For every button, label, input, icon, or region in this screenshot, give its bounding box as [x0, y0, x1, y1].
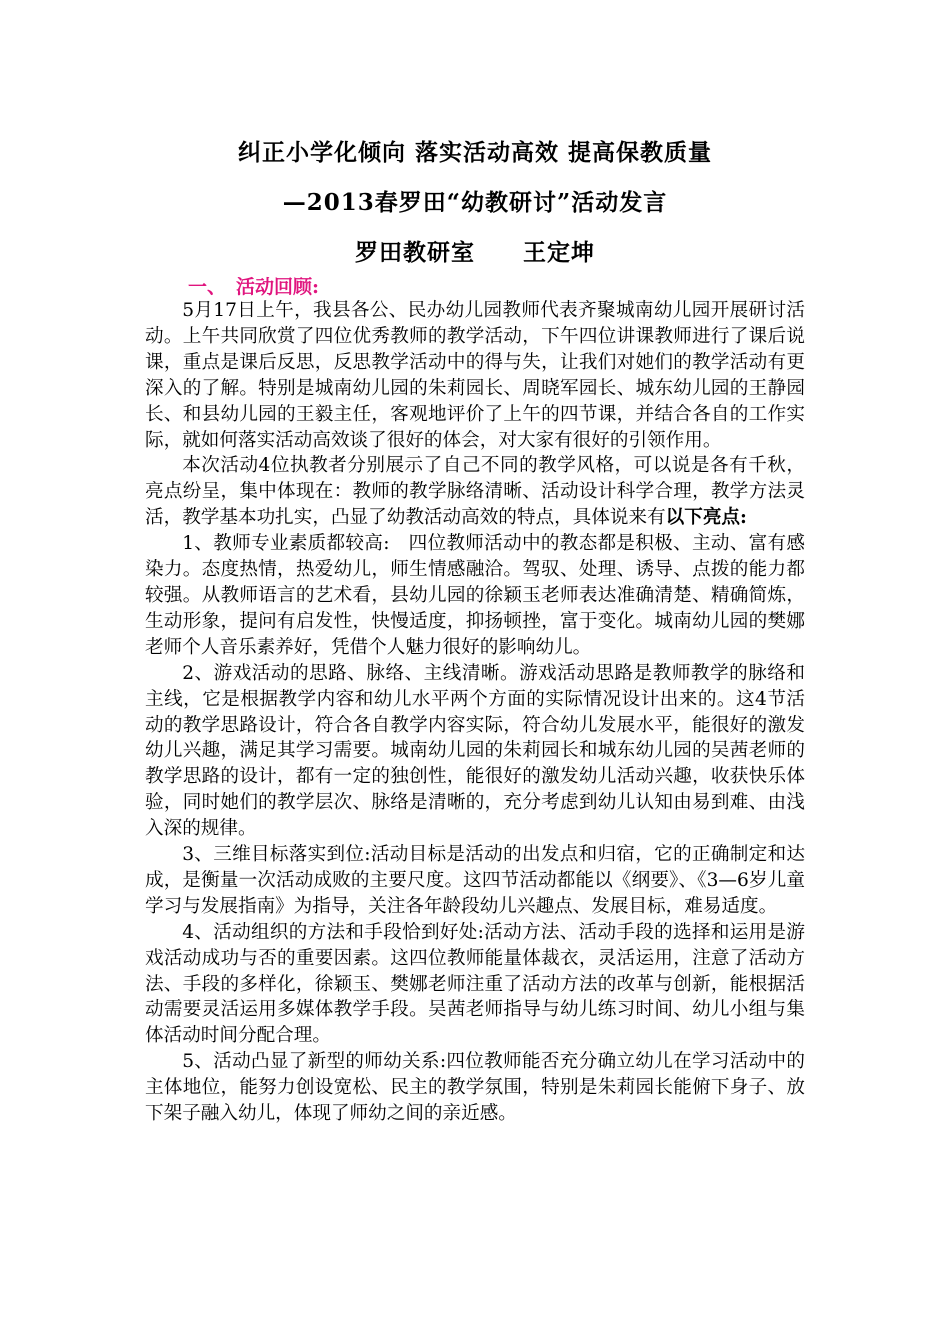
section-heading-text: 活动回顾:: [236, 276, 320, 298]
document-subtitle: —2013春罗田“幼教研讨”活动发言: [282, 189, 668, 216]
paragraph-highlights-intro: [145, 453, 805, 531]
paragraph-point-2: 2、游戏活动的思路、脉络、主线清晰。游戏活动思路是教师教学的脉络和主线，它是根据教学内容和幼儿水平两个方面的实际情况设计出来的。这4节活动的教学思路设计，符合各自教学内容实际，符合幼儿发展水平，能很好的激发幼儿兴趣，满足其学习需要。城南幼儿园的朱莉园长和城东幼儿园的吴茜老师的教学思路的设计，都有一定的独创性，能很好的激发幼儿活动兴趣，收获快乐体验，同时她们的教学层次、脉络是清晰的，充分考虑到幼儿认知由易到难、由浅入深的规律。: [145, 662, 805, 840]
paragraph-review: 5月17日上午，我县各公、民办幼儿园教师代表齐聚城南幼儿园开展研讨活动。上午共同欣赏了四位优秀教师的教学活动，下午四位讲课教师进行了课后说课，重点是课后反思，反思教学活动中的得与失，让我们对她们的教学活动有更深入的了解。特别是城南幼儿园的朱莉园长、周晓军园长、城东幼儿园的王静园长、和县幼儿园的王毅主任，客观地评价了上午的四节课，并结合各自的工作实际，就如何落实活动高效谈了很好的体会，对大家有很好的引领作用。: [145, 300, 805, 451]
paragraph-point-4: 4、活动组织的方法和手段恰到好处:活动方法、活动手段的选择和运用是游戏活动成功与否的重要因素。这四位教师能量体裁衣，灵活运用，注意了活动方法、手段的多样化，徐颖玉、樊娜老师注重了活动方法的改革与创新，能根据活动需要灵活运用多媒体教学手段。吴茜老师指导与幼儿练习时间、幼儿小组与集体活动时间分配合理。: [145, 921, 805, 1047]
paragraph-highlights-text: 本次活动4位执教者分别展示了自己不同的教学风格，可以说是各有千秋，亮点纷呈，集中体现在：教师的教学脉络清晰、活动设计科学合理，教学方法灵活，教学基本功扎实，凸显了幼教活动高效的特点，具体说来有: [145, 455, 805, 529]
author-line: 罗田教研室 王定坤: [355, 239, 595, 266]
document-title: 纠正小学化倾向 落实活动高效 提高保教质量: [237, 139, 712, 166]
paragraph-point-5: 5、活动凸显了新型的师幼关系:四位教师能否充分确立幼儿在学习活动中的主体地位，能努力创设宽松、民主的教学氛围，特别是朱莉园长能俯下身子、放下架子融入幼儿，体现了师幼之间的亲近感。: [145, 1051, 805, 1125]
section-heading-review: [188, 272, 319, 299]
paragraph-point-3: 3、三维目标落实到位:活动目标是活动的出发点和归宿，它的正确制定和达成，是衡量一次活动成败的主要尺度。这四节活动都能以《纲要》、《3—6岁儿童学习与发展指南》为指导，关注各年龄段幼儿兴趣点、发展目标，难易适度。: [145, 844, 805, 917]
highlights-bold-text: 以下亮点:: [665, 507, 747, 529]
section-number: 一、: [188, 276, 227, 298]
body-text: [145, 298, 805, 1127]
paragraph-point-1: 1、教师专业素质都较高: 四位教师活动中的教态都是积极、主动、富有感染力。态度热情，热爱幼儿，师生情感融洽。驾驭、处理、诱导、点拨的能力都较强。从教师语言的艺术看，县幼儿园的徐颖玉老师表达准确清楚、精确简炼，生动形象，提问有启发性，快慢适度，抑扬顿挫，富于变化。城南幼儿园的樊娜老师个人音乐素养好，凭借个人魅力很好的影响幼儿。: [145, 533, 805, 658]
